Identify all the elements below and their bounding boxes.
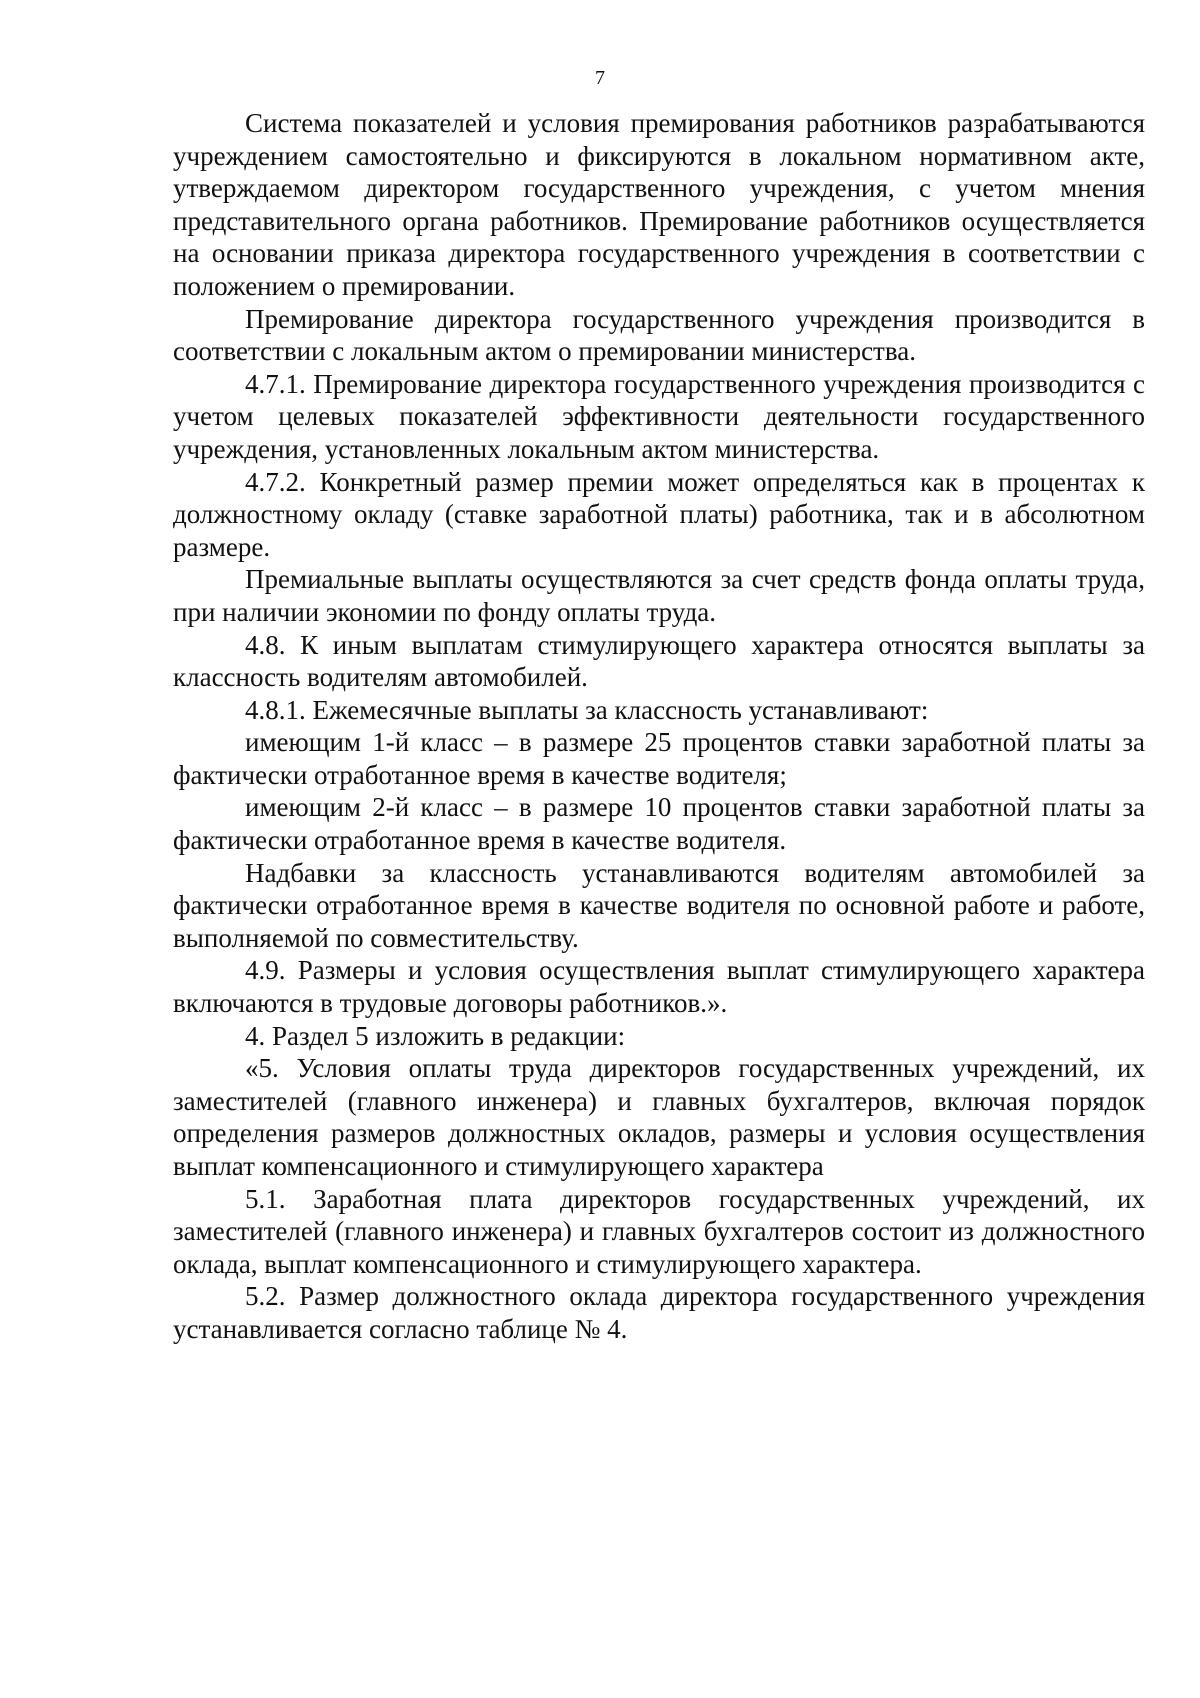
paragraph-bonus-system: Система показателей и условия премирования работников разрабатываются учреждением самостоятельно и фиксируются в локальном нормативном акте, утверждаемом директором государственного учреждения, с учетом мнения представительного органа работников. Премирование работников осуществляется на основании приказа директора государственного учреждения в соответствии с положением о премировании. xyxy=(173,108,1145,301)
paragraph-4-9: 4.9. Размеры и условия осуществления выплат стимулирующего характера включаются в трудовые договоры работников.». xyxy=(173,955,1145,1019)
paragraph-class-allowances: Надбавки за классность устанавливаются водителям автомобилей за фактически отработанное время в качестве водителя по основной работе и работе, выполняемой по совместительству. xyxy=(173,857,1145,953)
paragraph-5-1: 5.1. Заработная плата директоров государственных учреждений, их заместителей (главного инженера) и главных бухгалтеров состоит из должностного оклада, выплат компенсационного и стимулирующего характера. xyxy=(173,1183,1145,1279)
paragraph-4-7-2: 4.7.2. Конкретный размер премии может определяться как в процентах к должностному окладу (ставке заработной платы) работника, так и в абсолютном размере. xyxy=(173,466,1145,562)
paragraph-section-5-amendment: 4. Раздел 5 изложить в редакции: xyxy=(245,1020,626,1051)
paragraph-5-2: 5.2. Размер должностного оклада директора государственного учреждения устанавливается согласно таблице № 4. xyxy=(173,1281,1145,1344)
paragraph-director-bonus: Премирование директора государственного учреждения производится в соответствии с локальным актом о премировании министерства. xyxy=(173,303,1145,367)
paragraph-4-8-1: 4.8.1. Ежемесячные выплаты за классность устанавливают: xyxy=(245,694,929,725)
paragraph-4-7-1: 4.7.1. Премирование директора государственного учреждения производится с учетом целевых показателей эффективности деятельности государственного учреждения, установленных локальным актом министерства. xyxy=(173,368,1145,464)
document-body xyxy=(173,107,1145,1346)
paragraph-section-5-heading: «5. Условия оплаты труда директоров государственных учреждений, их заместителей (главного инженера) и главных бухгалтеров, включая порядок определения размеров должностных окладов, размеры и условия осуществления выплат компенсационного и стимулирующего характера xyxy=(173,1053,1145,1181)
paragraph-4-8: 4.8. К иным выплатам стимулирующего характера относятся выплаты за классность водителям автомобилей. xyxy=(173,629,1145,693)
paragraph-class-1: имеющим 1-й класс – в размере 25 процентов ставки заработной платы за фактически отработанное время в качестве водителя; xyxy=(173,727,1145,790)
paragraph-bonus-payments: Премиальные выплаты осуществляются за счет средств фонда оплаты труда, при наличии экономии по фонду оплаты труда. xyxy=(173,564,1145,627)
page-number: 7 xyxy=(595,67,605,89)
paragraph-class-2: имеющим 2-й класс – в размере 10 процентов ставки заработной платы за фактически отработанное время в качестве водителя. xyxy=(173,792,1145,856)
